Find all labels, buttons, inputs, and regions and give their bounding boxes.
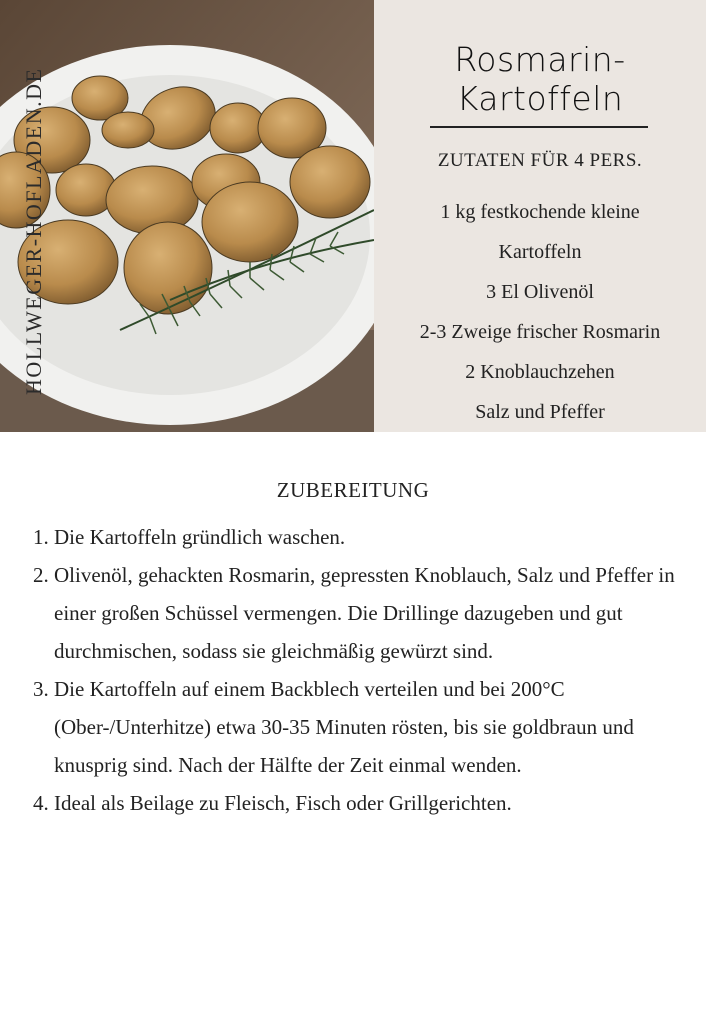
recipe-photo xyxy=(0,0,374,432)
title-divider xyxy=(430,126,648,128)
step-item xyxy=(0,518,706,556)
step-item xyxy=(0,784,706,822)
ingredient-item: 3 El Olivenöl xyxy=(486,281,594,303)
step-item xyxy=(0,670,706,784)
ingredients-heading: ZUTATEN FÜR 4 PERS. xyxy=(437,150,643,171)
step-text: Die Kartoffeln auf einem Backblech verteilen und bei 200°C (Ober-/Unterhitze) etwa 30-35 Minuten rösten, bis sie goldbraun und knusprig sind. Nach der Hälfte der Zeit einmal wenden. xyxy=(54,677,634,777)
step-text: Ideal als Beilage zu Fleisch, Fisch oder Grillgerichten. xyxy=(54,791,512,815)
preparation-steps xyxy=(0,518,706,822)
step-number: 3. xyxy=(33,677,49,701)
ingredients-panel xyxy=(374,0,706,432)
step-number: 2. xyxy=(33,563,49,587)
ingredient-item: 1 kg festkochende kleine xyxy=(440,201,640,223)
step-number: 1. xyxy=(33,525,49,549)
ingredient-item: Salz und Pfeffer xyxy=(475,401,605,423)
ingredient-item: Kartoffeln xyxy=(498,241,582,263)
potatoes-illustration xyxy=(0,0,374,432)
recipe-title: Rosmarin-Kartoffeln xyxy=(454,40,626,118)
ingredient-item: 2-3 Zweige frischer Rosmarin xyxy=(419,321,661,343)
step-text: Die Kartoffeln gründlich waschen. xyxy=(54,525,346,549)
preparation-heading: ZUBEREITUNG xyxy=(276,478,430,502)
website-watermark: HOLLWEGER-HOFLADEN.DE xyxy=(21,67,46,395)
ingredient-item: 2 Knoblauchzehen xyxy=(465,361,615,383)
step-text: Olivenöl, gehackten Rosmarin, gepressten Knoblauch, Salz und Pfeffer in einer großen Schüssel vermengen. Die Drillinge dazugeben und gut durchmischen, sodass sie gleichmäßig gewürzt sind. xyxy=(54,563,675,663)
step-item xyxy=(0,556,706,670)
ingredients-list xyxy=(374,192,706,432)
step-number: 4. xyxy=(33,791,49,815)
